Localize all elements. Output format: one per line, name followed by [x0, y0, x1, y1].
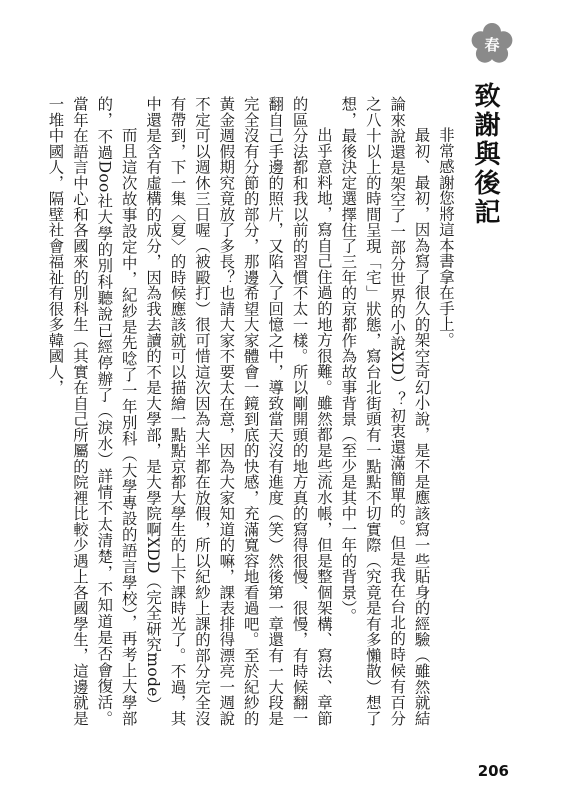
- paragraph: 最初、最初，因為寫了很久的架空奇幻小說，是不是應該寫一些貼身的經驗（雖然就結論來說還是架空了一部分世界的小說XD）？初衷還滿簡單的。但是我在台北的時候有百分之八十以上的時間呈現「宅」狀態，寫台北街頭有一點點不切實際（究竟是有多懶散）想了想，最後決定選擇住了三年的京都作為故事背景（至少是其中一年的背景）。: [339, 96, 431, 726]
- paragraph: 而且這次故事設定中，紀紗是先唸了一年別科（大學專設的語言學校），再考上大學部的，不過Doo社大學的別科聽說已經停辦了（淚水）詳情不太清楚，不知道是否會復活。當年在語言中心和各國來的別科生（其實在自己所屬的院裡比較少遇上各國學生，這邊就是一堆中國人，隔壁社會福祉有很多韓國人，: [46, 96, 138, 726]
- flower-emblem-icon: [470, 22, 514, 66]
- paragraph: 出乎意料地，寫自己住過的地方很難。雖然都是些流水帳，但是整個架構、寫法、章節的區分法都和我以前的習慣不太一樣。所以剛開頭的地方真的寫得很慢、很慢，有時候翻一翻自己手邊的照片，又陷入了回憶之中，導致當天沒有進度（笑）然後第一章還有一大段是完全沒有分節的部分，那邊希望大家體會一鏡到底的快感，充滿寬容地看過吧。至於紀紗的黃金週假期究竟放了多長？也請大家不要太在意，因為大家知道的嘛，課表排得漂亮一週說不定可以週休三日喔（被毆打）很可惜這次因為大半都在放假，所以紀紗上課的部分完全沒有帶到，下一集〈夏〉的時候應該就可以描繪一點點京都大學生的上下課時光了。不過，其中還是含有虛構的成分，因為我去讀的不是大學部，是大學院啊XDD（完全研究mode）: [144, 96, 333, 726]
- chapter-title: 致謝與後記: [470, 82, 500, 227]
- emblem-glyph: 春: [484, 36, 500, 54]
- flower-emblem-svg: [470, 22, 514, 66]
- paragraph: 非常感謝您將這本書拿在手上。: [437, 126, 455, 348]
- page-number: 206: [477, 762, 509, 780]
- body-text: [46, 96, 458, 726]
